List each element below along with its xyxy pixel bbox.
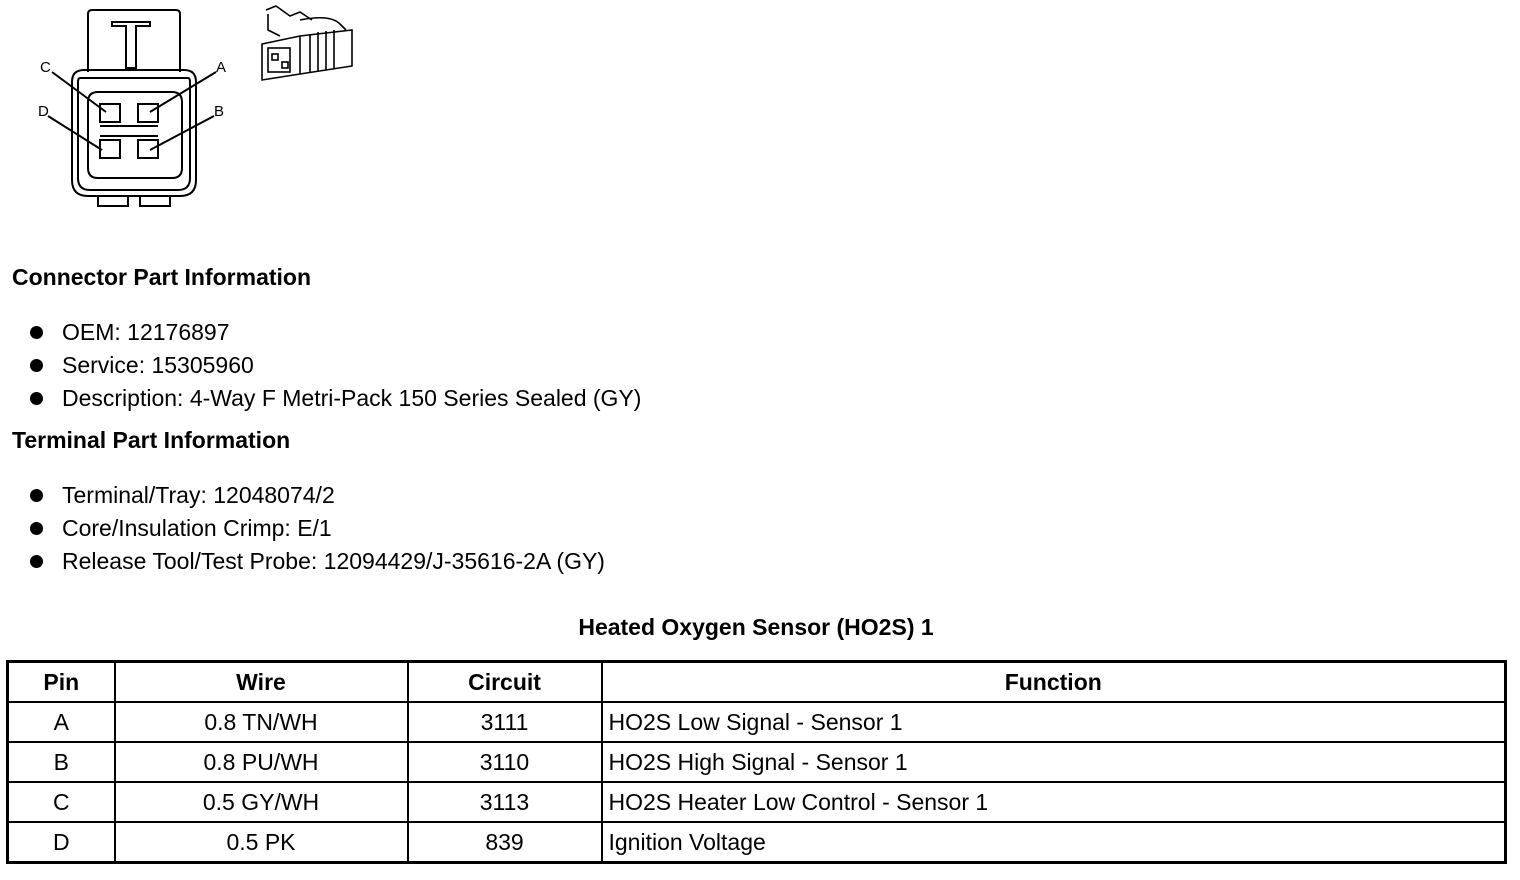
pin-label-d: D (38, 103, 49, 120)
connector-3d-illustration (262, 6, 352, 80)
pin-label-a: A (216, 59, 227, 76)
cell-pin: B (8, 742, 115, 782)
cell-circuit: 3110 (408, 742, 602, 782)
connector-part-info-title: Connector Part Information (12, 264, 312, 290)
cell-pin: C (8, 782, 115, 822)
cell-function: HO2S High Signal - Sensor 1 (602, 742, 1506, 782)
pin-label-b: B (214, 103, 225, 120)
cell-function: Ignition Voltage (602, 822, 1506, 863)
list-item (0, 349, 641, 382)
list-item-text: Description: 4-Way F Metri-Pack 150 Series Sealed (GY) (62, 385, 642, 411)
list-item (0, 382, 641, 415)
header-pin: Pin (8, 662, 115, 703)
cell-wire: 0.5 PK (115, 822, 408, 863)
header-circuit: Circuit (408, 662, 602, 703)
cell-function: HO2S Heater Low Control - Sensor 1 (602, 782, 1506, 822)
cell-wire: 0.8 TN/WH (115, 702, 408, 742)
header-function: Function (602, 662, 1506, 703)
list-item (0, 512, 605, 545)
table-row (8, 742, 1506, 782)
list-item-text: Core/Insulation Crimp: E/1 (62, 515, 332, 541)
table-row (8, 782, 1506, 822)
cell-wire: 0.8 PU/WH (115, 742, 408, 782)
bullet-icon (30, 555, 43, 568)
terminal-part-info-list (0, 479, 605, 578)
bullet-icon (30, 326, 43, 339)
cell-circuit: 3113 (408, 782, 602, 822)
bullet-icon (30, 489, 43, 502)
terminal-part-info-title: Terminal Part Information (12, 427, 291, 453)
table-row (8, 702, 1506, 742)
cell-function: HO2S Low Signal - Sensor 1 (602, 702, 1506, 742)
cell-circuit: 3111 (408, 702, 602, 742)
cell-wire: 0.5 GY/WH (115, 782, 408, 822)
bullet-icon (30, 392, 43, 405)
table-header-row (8, 662, 1506, 703)
list-item (0, 479, 605, 512)
pin-label-c: C (40, 59, 51, 76)
list-item-text: Release Tool/Test Probe: 12094429/J-35616-2A (GY) (62, 548, 605, 574)
list-item-text: Terminal/Tray: 12048074/2 (62, 482, 335, 508)
table-row (8, 822, 1506, 863)
list-item (0, 545, 605, 578)
connector-part-info-list (0, 316, 641, 415)
pin-table (6, 660, 1507, 864)
list-item-text: Service: 15305960 (62, 352, 254, 378)
bullet-icon (30, 522, 43, 535)
list-item-text: OEM: 12176897 (62, 319, 230, 345)
header-wire: Wire (115, 662, 408, 703)
list-item (0, 316, 641, 349)
bullet-icon (30, 359, 43, 372)
cell-circuit: 839 (408, 822, 602, 863)
connector-diagram (0, 0, 380, 220)
pin-table-title: Heated Oxygen Sensor (HO2S) 1 (578, 614, 934, 640)
cell-pin: D (8, 822, 115, 863)
cell-pin: A (8, 702, 115, 742)
